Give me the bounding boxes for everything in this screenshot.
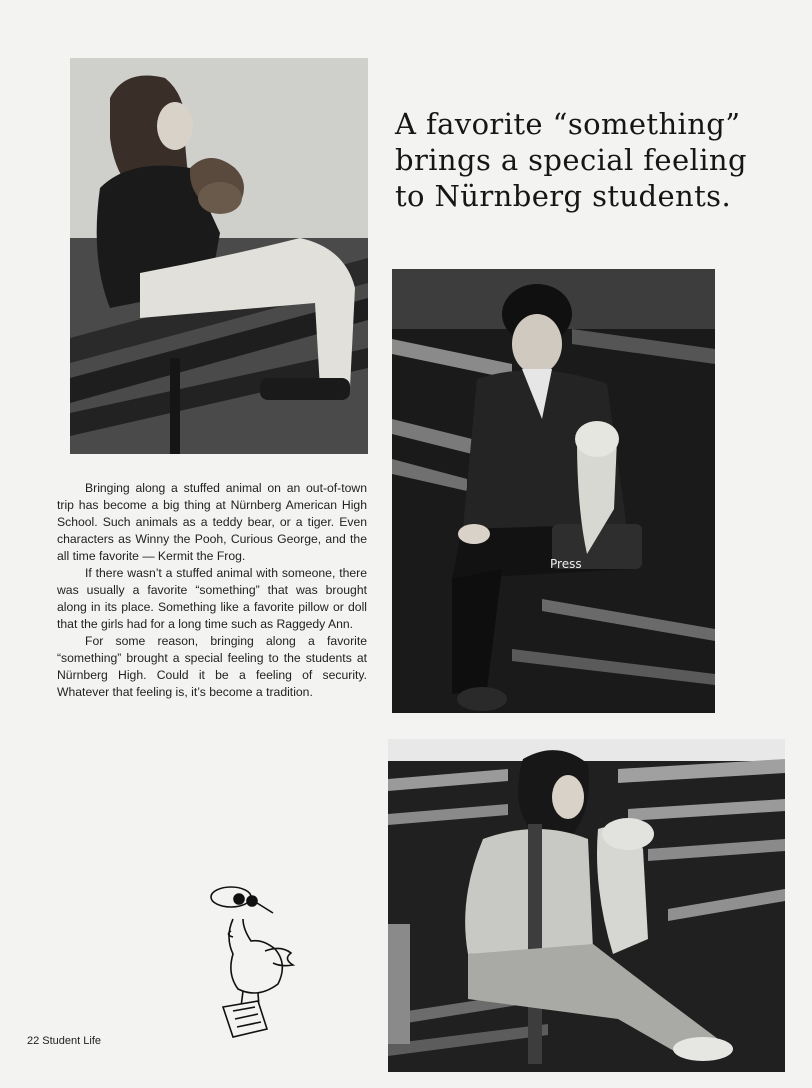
photo-girl-on-bleachers (388, 739, 785, 1072)
bird-mascot-icon (203, 879, 303, 1044)
paragraph-2: If there wasn’t a stuffed animal with someone, there was usually a favorite “something” that was brought along in its place. Something like a favorite pillow or doll that the girls had for a long time such as Raggedy Ann. (57, 566, 367, 631)
bird-mascot-illustration (203, 879, 303, 1044)
paragraph-1: Bringing along a stuffed animal on an out-of-town trip has become a big thing at Nürnberg American High School. Such animals as a teddy bear, or a tiger. Even characters as Winny the Pooh, Curious George, and the all time favorite — Kermit the Frog. (57, 481, 367, 563)
page-headline: A favorite “something” brings a special feeling to Nürnberg students. (395, 107, 747, 213)
press-label: Press (550, 557, 582, 571)
article-body (57, 480, 367, 701)
photo-boy-with-kermit-illustration (392, 269, 715, 713)
page-folio: 22 Student Life (27, 1035, 102, 1047)
photo-girl-with-stuffed-dog-illustration (70, 58, 368, 454)
photo-boy-with-kermit (392, 269, 715, 713)
photo-girl-with-stuffed-dog (70, 58, 368, 454)
photo-girl-on-bleachers-illustration (388, 739, 785, 1072)
paragraph-3: For some reason, bringing along a favorite “something” brought a special feeling to the students at Nürnberg High. Could it be a feeling of security. Whatever that feeling is, it’s become a tradition. (57, 634, 367, 699)
